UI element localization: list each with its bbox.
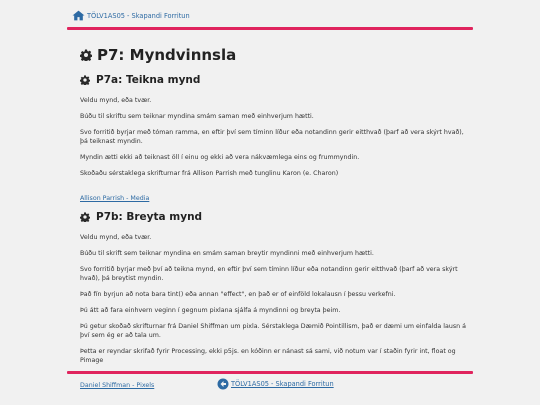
section-a-heading-text: P7a: Teikna mynd <box>96 74 201 86</box>
arrow-left-circle-icon[interactable] <box>217 378 229 390</box>
bottom-nav <box>217 378 334 390</box>
home-link[interactable] <box>72 10 190 21</box>
page-title <box>80 46 472 64</box>
paragraph: Myndin ætti ekki að teiknast öll í einu og ekki að vera nákvæmlega eins og frummyndin. <box>80 154 360 161</box>
paragraph: Skoðaðu sérstaklega skrifturnar frá Allison Parrish með tunglinu Karon (e. Charon) <box>80 170 339 177</box>
paragraph: Þú átt að fara einhvern veginn í gegnum pixlana sjálfa á myndinni og breyta þeim. <box>80 307 341 314</box>
page-title-text: P7: Myndvinnsla <box>97 46 237 64</box>
paragraph: Það fín byrjun að nota bara tint() eða annan "effect", en það er of einföld lokalausn í þessu verkefni. <box>80 291 396 298</box>
home-link-label: TÖLV1AS05 - Skapandi Forritun <box>87 11 190 20</box>
paragraph: Þetta er reyndar skrifað fyrir Processing, ekki p5js. en kóðinn er nánast sá sami, við notum var í staðin fyrir int, float og Pimage <box>80 348 456 364</box>
allison-parrish-link[interactable]: Allison Parrish - Media <box>80 195 150 202</box>
home-icon <box>72 10 85 21</box>
back-link[interactable]: TÖLV1AS05 - Skapandi Forritun <box>231 380 334 388</box>
section-b-heading <box>80 211 472 223</box>
paragraph: Veldu mynd, eða tvær. <box>80 234 152 241</box>
section-a-heading <box>80 74 472 86</box>
paragraph: Svo forritið byrjar með tóman ramma, en eftir því sem tíminn líður eða notandinn gerir eitthvað (þarf að vera skýrt hvað), þá teiknast myndin. <box>80 129 464 145</box>
main-content <box>80 46 472 398</box>
gear-icon <box>80 212 90 222</box>
paragraph: Búðu til skrift sem teiknar myndina en smám saman breytir myndinni með einhverjum hætti. <box>80 250 374 257</box>
paragraph: Svo forritið byrjar með því að teikna mynd, en eftir því sem tíminn líður eða notandinn gerir eitthvað (þarf að vera skýrt hvað), þá breytist myndin. <box>80 266 458 282</box>
top-divider <box>67 27 473 30</box>
paragraph: Þú getur skoðað skrifturnar frá Daniel Shiffman um pixla. Sérstaklega Dæmið Pointillism, það er dæmi um einfalda lausn á því sem ég er að tala um. <box>80 323 467 339</box>
paragraph: Veldu mynd, eða tvær. <box>80 97 152 104</box>
section-b-heading-text: P7b: Breyta mynd <box>96 211 203 223</box>
daniel-shiffman-link[interactable]: Daniel Shiffman - Pixels <box>80 382 155 389</box>
gear-icon <box>80 49 92 61</box>
paragraph: Búðu til skriftu sem teiknar myndina smám saman með einhverjum hætti. <box>80 113 314 120</box>
gear-icon <box>80 75 90 85</box>
bottom-divider <box>67 371 473 374</box>
